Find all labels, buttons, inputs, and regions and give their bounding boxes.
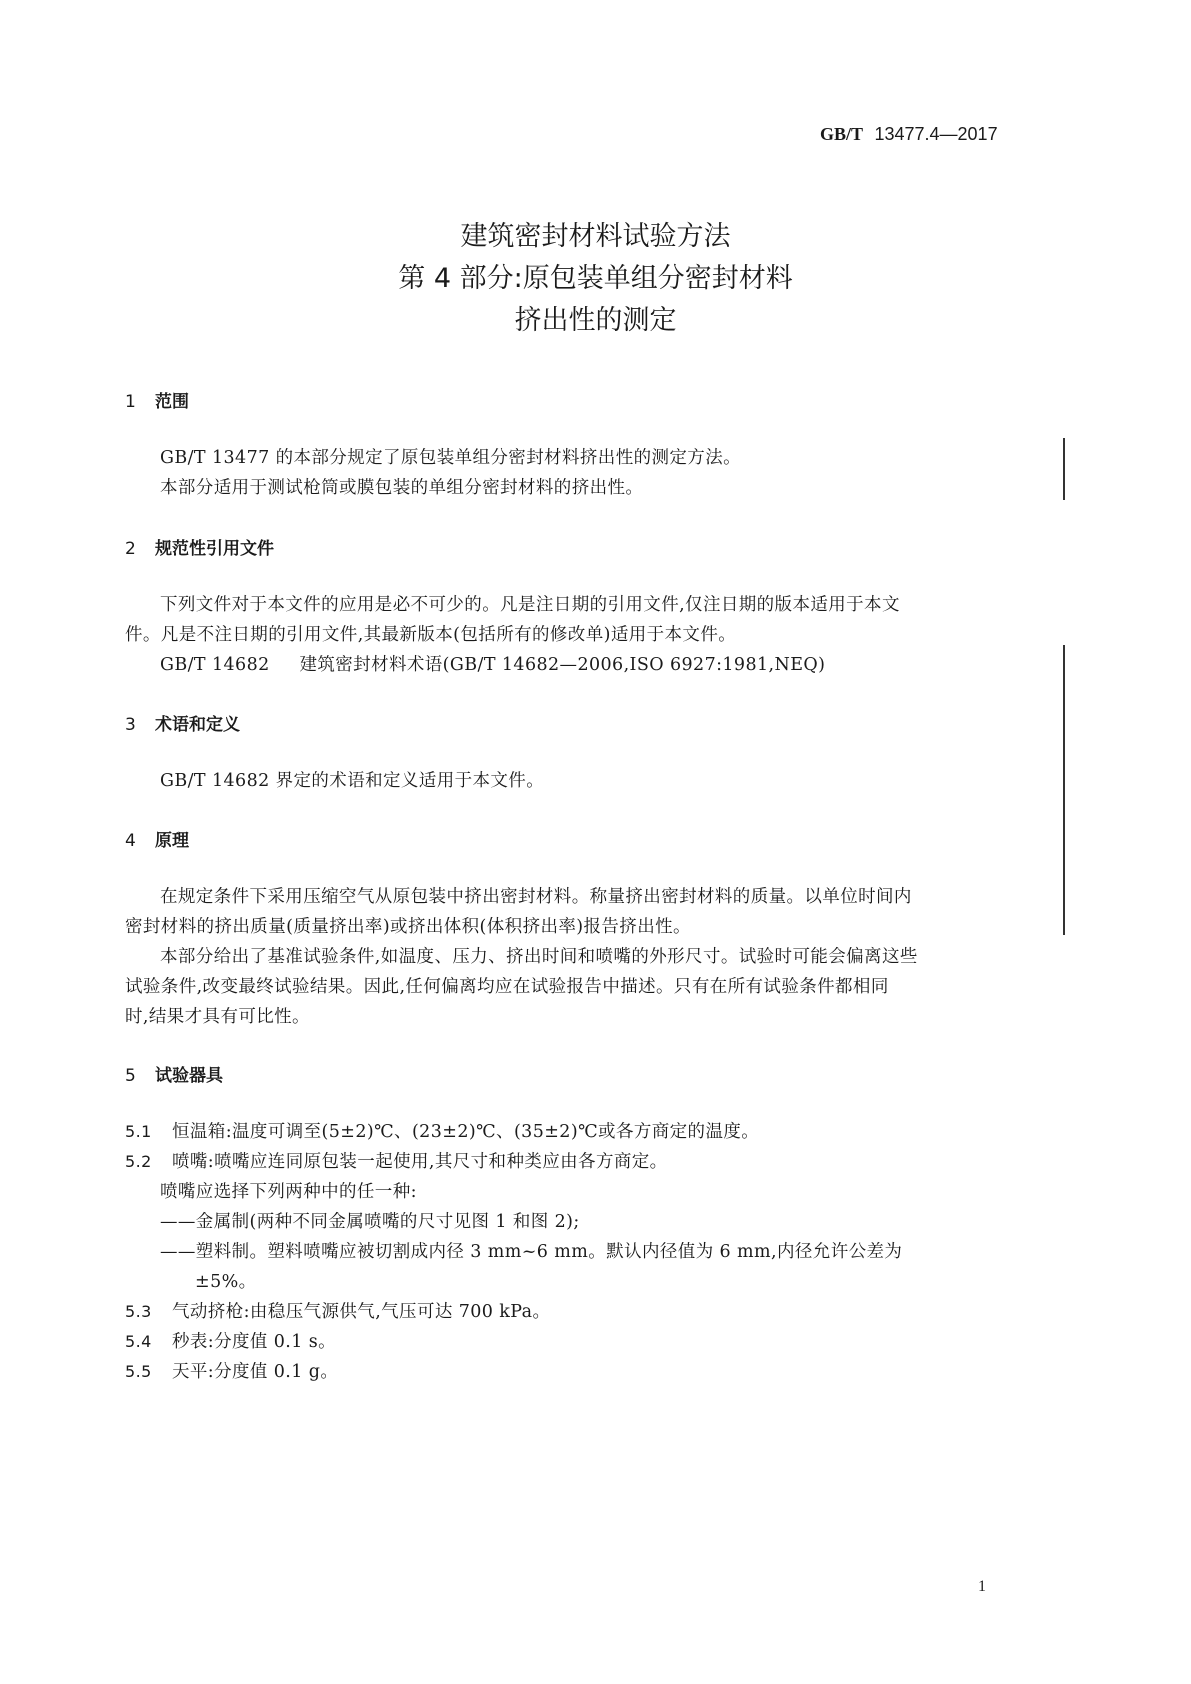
clause-5-1 xyxy=(125,1118,759,1143)
clause-text: 气动挤枪:由稳压气源供气,气压可达 700 kPa。 xyxy=(172,1302,551,1322)
standard-prefix: GB/T xyxy=(820,124,864,144)
section-title: 试验器具 xyxy=(155,1066,223,1086)
section-title: 原理 xyxy=(155,831,189,851)
principle-paragraph-2-line-3: 时,结果才具有可比性。 xyxy=(125,1007,310,1027)
title-line-1: 建筑密封材料试验方法 xyxy=(460,221,731,252)
principle-paragraph-2-line-1: 本部分给出了基准试验条件,如温度、压力、挤出时间和喷嘴的外形尺寸。试验时可能会偏离这些 xyxy=(160,947,918,967)
clause-5-4 xyxy=(125,1328,336,1353)
standard-code xyxy=(820,124,998,145)
refs-paragraph-line-2: 件。凡是不注日期的引用文件,其最新版本(包括所有的修改单)适用于本文件。 xyxy=(125,625,737,645)
title-line-3: 挤出性的测定 xyxy=(514,305,677,336)
principle-paragraph-1-line-2: 密封材料的挤出质量(质量挤出率)或挤出体积(体积挤出率)报告挤出性。 xyxy=(125,917,691,937)
clause-number: 5.3 xyxy=(125,1302,152,1321)
terms-paragraph: GB/T 14682 界定的术语和定义适用于本文件。 xyxy=(160,771,545,791)
section-number: 2 xyxy=(125,539,136,559)
page-number: 1 xyxy=(978,1578,986,1595)
reference-code: GB/T 14682 xyxy=(160,655,270,675)
section-title: 范围 xyxy=(155,392,189,412)
clause-5-3 xyxy=(125,1298,550,1323)
principle-paragraph-2-line-2: 试验条件,改变最终试验结果。因此,任何偏离均应在试验报告中描述。只有在所有试验条件都相同 xyxy=(125,977,889,997)
section-number: 4 xyxy=(125,831,136,851)
clause-text: 喷嘴:喷嘴应连同原包装一起使用,其尺寸和种类应由各方商定。 xyxy=(172,1152,668,1172)
clause-5-5 xyxy=(125,1358,338,1383)
nozzle-option-metal: ——金属制(两种不同金属喷嘴的尺寸见图 1 和图 2); xyxy=(160,1212,580,1232)
section-title: 规范性引用文件 xyxy=(155,539,274,559)
section-number: 3 xyxy=(125,715,136,735)
refs-paragraph-line-1: 下列文件对于本文件的应用是必不可少的。凡是注日期的引用文件,仅注日期的版本适用于本文 xyxy=(160,595,900,615)
section-number: 1 xyxy=(125,392,136,412)
clause-5-2 xyxy=(125,1148,668,1173)
change-bar xyxy=(1063,645,1065,935)
clause-number: 5.1 xyxy=(125,1122,152,1141)
reference-entry xyxy=(160,651,825,676)
clause-text: 天平:分度值 0.1 g。 xyxy=(172,1362,339,1382)
clause-text: 恒温箱:温度可调至(5±2)℃、(23±2)℃、(35±2)℃或各方商定的温度。 xyxy=(172,1122,760,1142)
clause-text: 秒表:分度值 0.1 s。 xyxy=(172,1332,337,1352)
scope-paragraph-1: GB/T 13477 的本部分规定了原包装单组分密封材料挤出性的测定方法。 xyxy=(160,448,742,468)
section-heading-terms xyxy=(125,710,240,735)
change-bar xyxy=(1063,438,1065,500)
section-heading-normative-references xyxy=(125,534,274,559)
clause-number: 5.4 xyxy=(125,1332,152,1351)
clause-number: 5.2 xyxy=(125,1152,152,1171)
section-heading-scope xyxy=(125,387,189,412)
section-title: 术语和定义 xyxy=(155,715,240,735)
section-heading-apparatus xyxy=(125,1061,223,1086)
nozzle-option-plastic-line-1: ——塑料制。塑料喷嘴应被切割成内径 3 mm~6 mm。默认内径值为 6 mm,内径允许公差为 xyxy=(160,1242,903,1262)
scope-paragraph-2: 本部分适用于测试枪筒或膜包装的单组分密封材料的挤出性。 xyxy=(160,478,644,498)
title-line-2: 第 4 部分:原包装单组分密封材料 xyxy=(398,263,793,294)
nozzle-option-plastic-line-2: ±5%。 xyxy=(195,1272,257,1292)
section-heading-principle xyxy=(125,826,189,851)
standard-number: 13477.4—2017 xyxy=(874,124,998,144)
principle-paragraph-1-line-1: 在规定条件下采用压缩空气从原包装中挤出密封材料。称量挤出密封材料的质量。以单位时间内 xyxy=(160,887,912,907)
clause-number: 5.5 xyxy=(125,1362,152,1381)
nozzle-choice-text: 喷嘴应选择下列两种中的任一种: xyxy=(160,1182,417,1202)
section-number: 5 xyxy=(125,1066,136,1086)
reference-title: 建筑密封材料术语(GB/T 14682—2006,ISO 6927:1981,NEQ) xyxy=(299,655,826,675)
